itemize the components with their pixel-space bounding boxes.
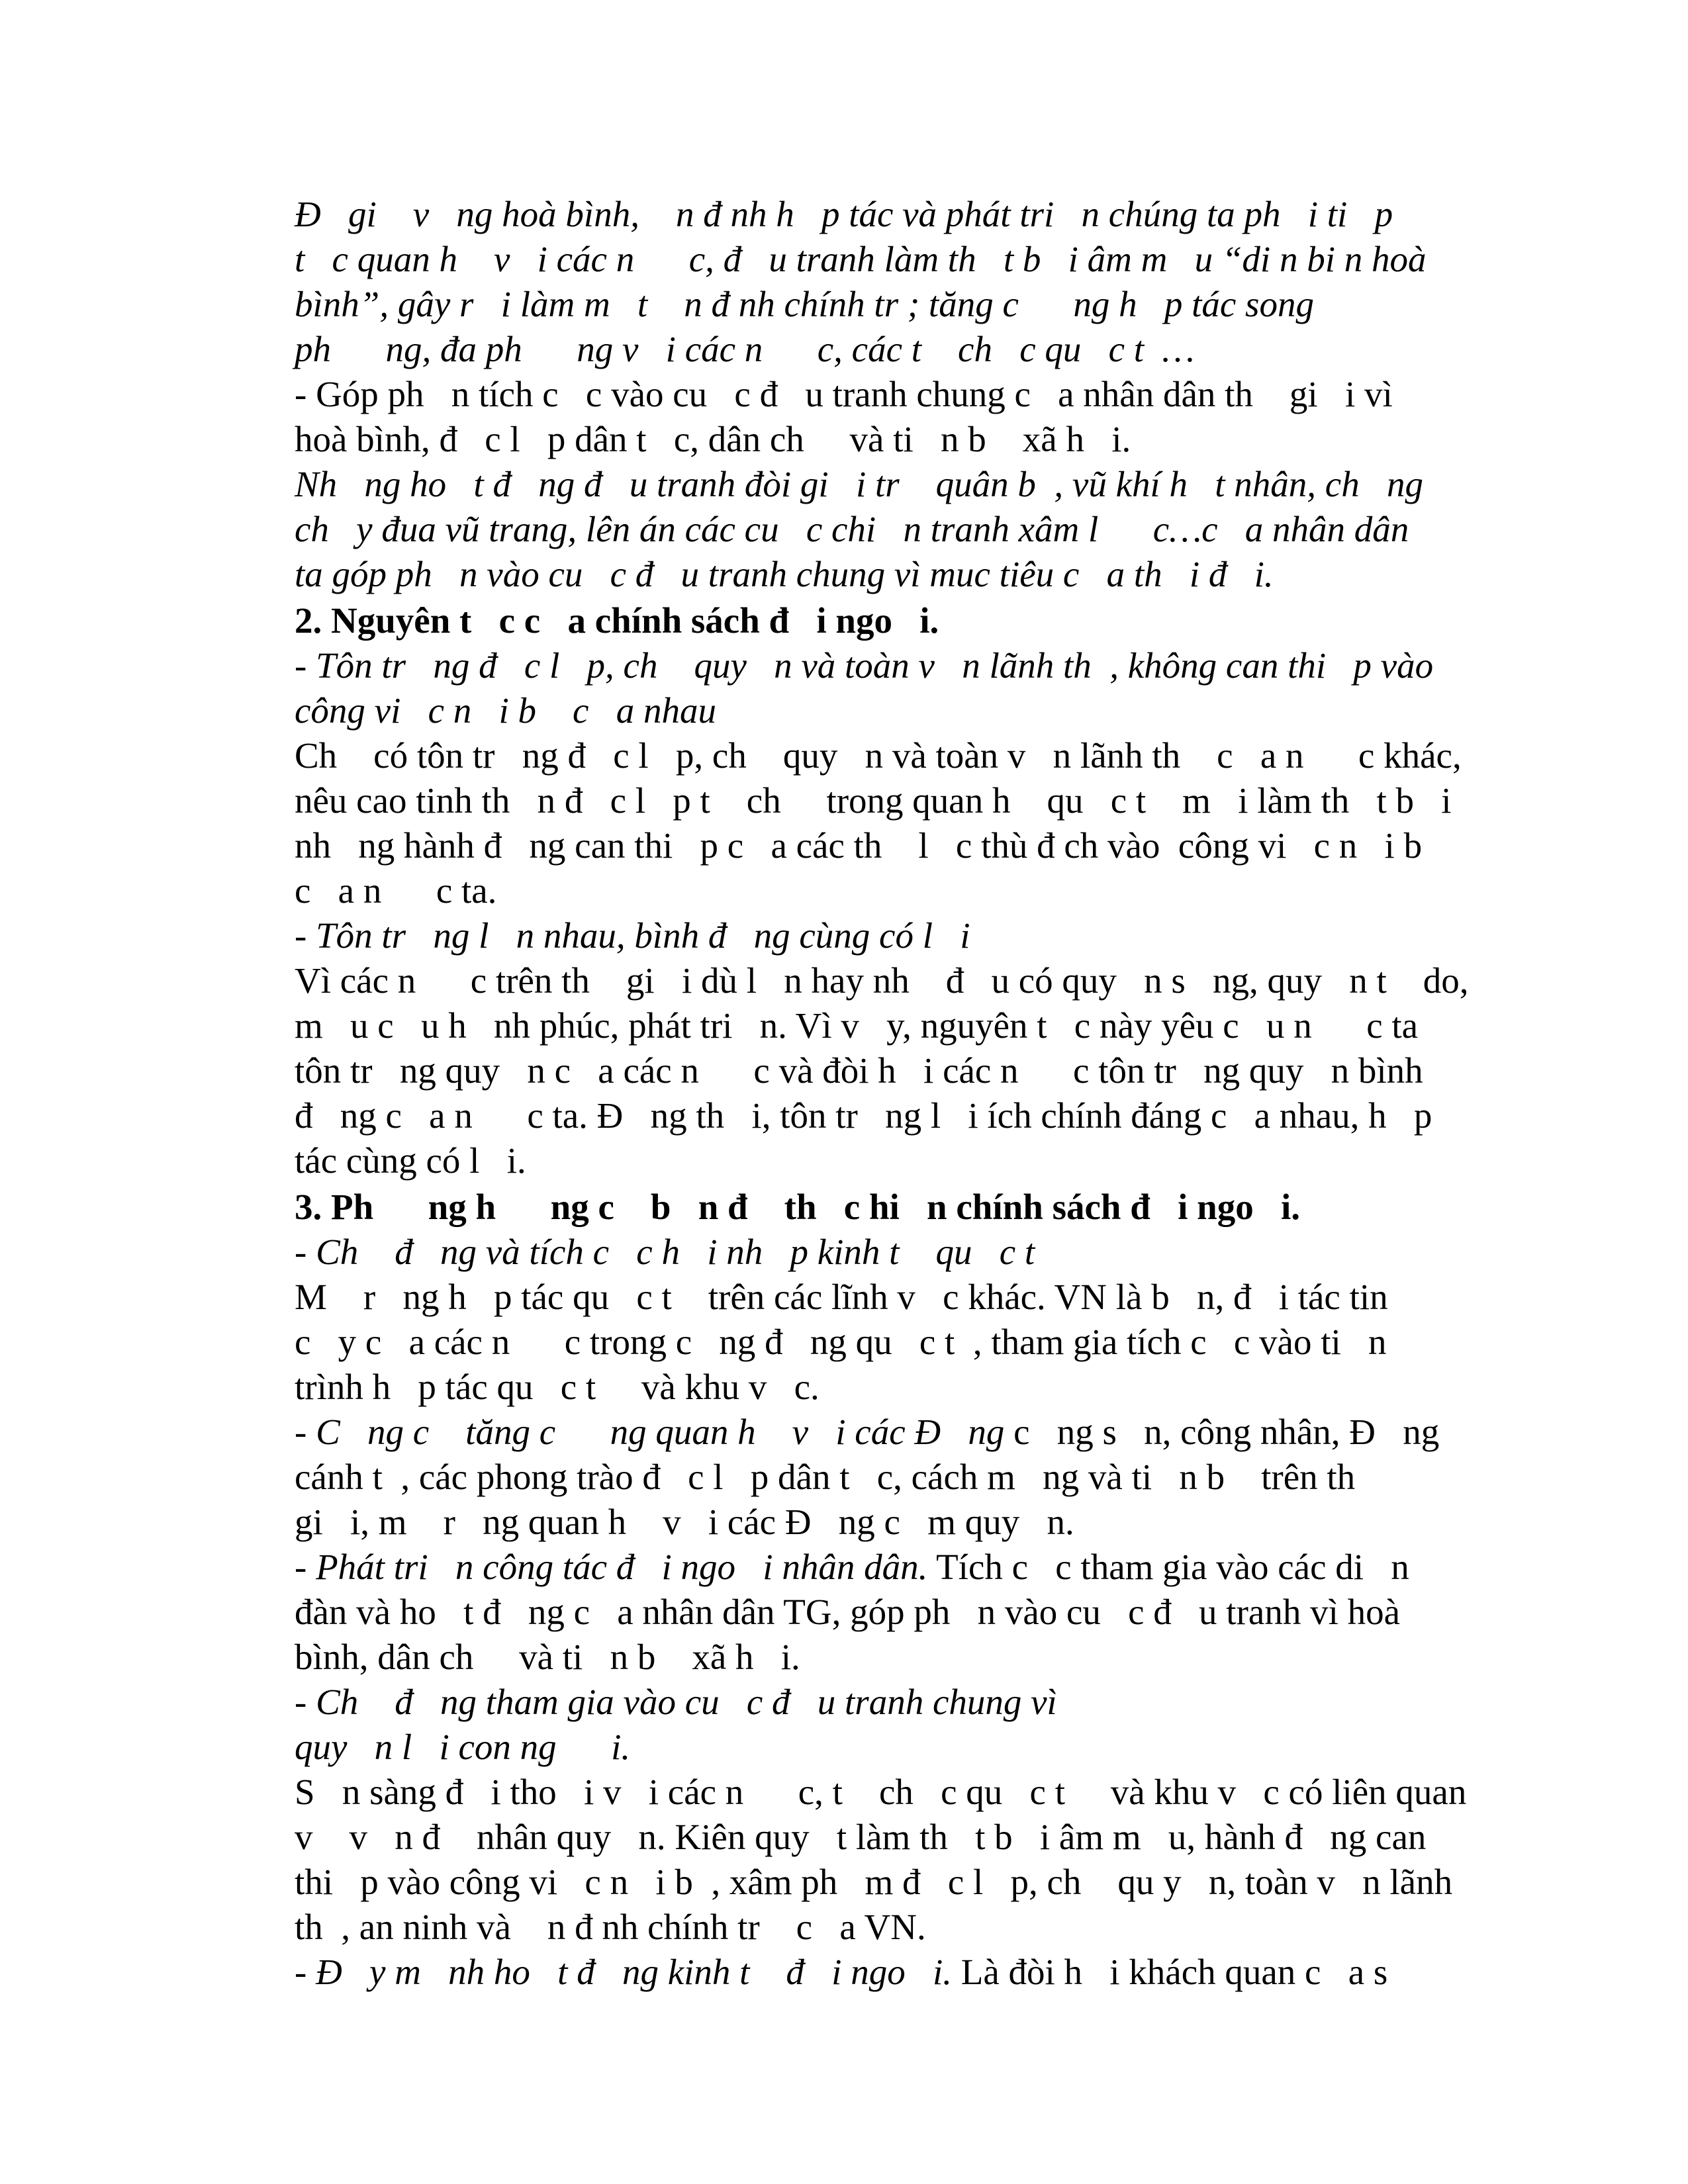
text-line: m u c u h nh phúc, phát tri n. Vì v y, nguyên t c này yêu c u n c ta [295, 1005, 1419, 1046]
text-line: ta góp ph n vào cu c đ u tranh chung vì muc tiêu c a th i đ i. [295, 554, 1274, 594]
text-line [295, 1410, 1460, 1455]
text-line: quy n l i con ng i. [295, 1727, 631, 1767]
text-line: nêu cao tinh th n đ c l p t ch trong quan h qu c t m i làm th t b i [295, 780, 1452, 821]
text-line: trình h p tác qu c t và khu v c. [295, 1367, 820, 1407]
text-line: cánh t , các phong trào đ c l p dân t c, cách m ng và ti n b trên th [295, 1457, 1356, 1497]
text-line: - Ch đ ng tham gia vào cu c đ u tranh chung vì [295, 1682, 1057, 1722]
text-line: c y c a các n c trong c ng đ ng qu c t , tham gia tích c c vào ti n [295, 1322, 1387, 1362]
section-heading: 3. Ph ng h ng c b n đ th c hi n chính sách đ i ngo i. [295, 1187, 1300, 1227]
text-line: - Tôn tr ng l n nhau, bình đ ng cùng có l i [295, 915, 970, 956]
text-line: công vi c n i b c a nhau [295, 690, 716, 731]
section-heading: 2. Nguyên t c c a chính sách đ i ngo i. [295, 600, 939, 641]
text-regular: Tích c c tham gia vào các di n [927, 1547, 1409, 1587]
text-line: c a n c ta. [295, 870, 497, 911]
text-line: thi p vào công vi c n i b , xâm ph m đ c l p, ch qu y n, toàn v n lãnh [295, 1862, 1453, 1902]
text-line: - Ch đ ng và tích c c h i nh p kinh t qu c t [295, 1232, 1035, 1272]
text-line: gi i, m r ng quan h v i các Đ ng c m quy n. [295, 1502, 1074, 1542]
text-line [295, 1950, 1460, 1995]
text-line: - Góp ph n tích c c vào cu c đ u tranh chung c a nhân dân th gi i vì [295, 374, 1393, 414]
page-body [295, 192, 1469, 1995]
text-italic: - Phát tri n công tác đ i ngo i nhân dân. [295, 1547, 928, 1587]
text-regular: c ng s n, công nhân, Đ ng [1013, 1412, 1440, 1452]
text-line: M r ng h p tác qu c t trên các lĩnh v c khác. VN là b n, đ i tác tin [295, 1277, 1388, 1317]
text-line: Vì các n c trên th gi i dù l n hay nh đ u có quy n s ng, quy n t do, [295, 960, 1469, 1001]
text-line: bình”, gây r i làm m t n đ nh chính tr ; tăng c ng h p tác song [295, 284, 1314, 324]
text-line: - Tôn tr ng đ c l p, ch quy n và toàn v n lãnh th , không can thi p vào [295, 645, 1434, 686]
text-line: nh ng hành đ ng can thi p c a các th l c thù đ ch vào công vi c n i b [295, 825, 1423, 866]
text-line: tôn tr ng quy n c a các n c và đòi h i các n c tôn tr ng quy n bình [295, 1050, 1423, 1091]
text-line: v v n đ nhân quy n. Kiên quy t làm th t b i âm m u, hành đ ng can [295, 1817, 1427, 1857]
text-line: ch y đua vũ trang, lên án các cu c chi n tranh xâm l c…c a nhân dân [295, 509, 1409, 549]
text-line: ph ng, đa ph ng v i các n c, các t ch c qu c t … [295, 329, 1195, 369]
text-line: đ ng c a n c ta. Đ ng th i, tôn tr ng l i ích chính đáng c a nhau, h p [295, 1095, 1432, 1136]
text-regular: Là đòi h i khách quan c a s [951, 1952, 1388, 1992]
text-line: t c quan h v i các n c, đ u tranh làm th t b i âm m u “di n bi n hoà [295, 239, 1427, 279]
text-line: bình, dân ch và ti n b xã h i. [295, 1637, 800, 1677]
text-line: Đ gi v ng hoà bình, n đ nh h p tác và phát tri n chúng ta ph i ti p [295, 194, 1393, 234]
text-line: th , an ninh và n đ nh chính tr c a VN. [295, 1907, 926, 1947]
text-line: Ch có tôn tr ng đ c l p, ch quy n và toàn v n lãnh th c a n c khác, [295, 735, 1462, 776]
text-italic: - Đ y m nh ho t đ ng kinh t đ i ngo i. [295, 1952, 952, 1992]
text-line: S n sàng đ i tho i v i các n c, t ch c qu c t và khu v c có liên quan [295, 1772, 1467, 1812]
text-italic: - C ng c tăng c ng quan h v i các Đ ng [295, 1412, 1014, 1452]
text-line [295, 1545, 1460, 1590]
text-line: hoà bình, đ c l p dân t c, dân ch và ti n b xã h i. [295, 419, 1131, 459]
text-line: tác cùng có l i. [295, 1140, 526, 1181]
text-line: Nh ng ho t đ ng đ u tranh đòi gi i tr quân b , vũ khí h t nhân, ch ng [295, 464, 1423, 504]
text-line: đàn và ho t đ ng c a nhân dân TG, góp ph n vào cu c đ u tranh vì hoà [295, 1592, 1401, 1632]
